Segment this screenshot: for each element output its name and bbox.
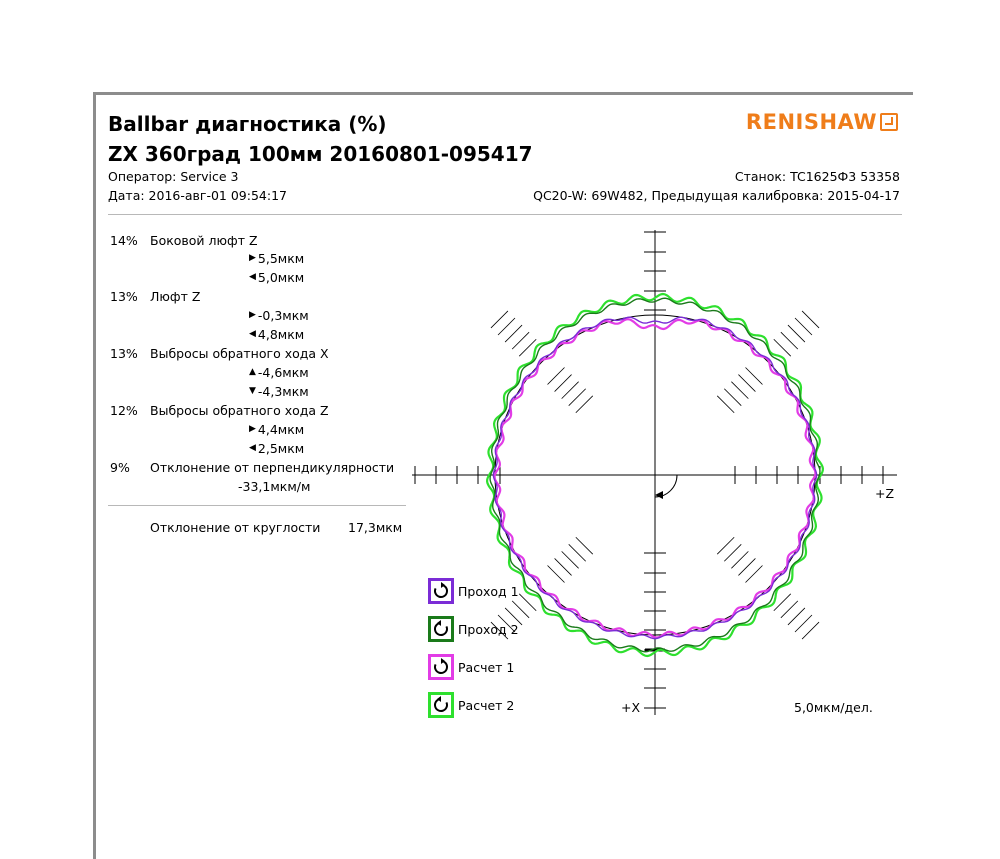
hatch-mark <box>717 396 734 413</box>
diagnostic-label: Отклонение от перпендикулярности <box>150 460 395 475</box>
legend-item-calc2[interactable] <box>428 692 514 718</box>
hatch-mark <box>746 368 763 385</box>
hatch-mark <box>576 537 593 554</box>
hatch-mark <box>562 551 579 568</box>
axis-x-label: +X <box>621 700 641 715</box>
right-triangle-icon: ▶ <box>249 310 256 320</box>
hatch-mark <box>548 368 565 385</box>
legend-item-calc1[interactable] <box>428 654 514 680</box>
hatch-mark <box>746 566 763 583</box>
legend-item-run1[interactable] <box>428 578 519 604</box>
right-triangle-icon: ▶ <box>249 424 256 434</box>
hatch-mark <box>724 544 741 561</box>
hatch-mark <box>731 551 748 568</box>
left-triangle-icon: ◀ <box>249 329 256 339</box>
diagnostic-label: Боковой люфт Z <box>150 233 258 248</box>
legend-label: Проход 2 <box>458 621 519 637</box>
hatch-mark <box>781 601 798 618</box>
right-triangle-icon: ▶ <box>249 253 256 263</box>
hatch-mark <box>724 389 741 406</box>
diagnostic-value: 4,4мкм <box>257 422 305 437</box>
diagnostic-value: 5,0мкм <box>257 270 305 285</box>
hatch-mark <box>548 566 565 583</box>
diagnostic-percent: 12% <box>110 403 138 418</box>
legend-label: Расчет 2 <box>458 697 515 713</box>
hatch-mark <box>576 396 593 413</box>
report-subtitle: ZX 360град 100мм 20160801-095417 <box>108 142 533 166</box>
calibration-info: QC20-W: 69W482, Предыдущая калибровка: 2015-04-17 <box>533 188 900 203</box>
axis-z-label: +Z <box>875 486 895 501</box>
squareness-arrow-icon <box>655 491 663 499</box>
hatch-mark <box>555 558 572 575</box>
hatch-mark <box>498 318 515 335</box>
diagnostic-percent: 14% <box>110 233 138 248</box>
diagnostic-value: -4,6мкм <box>257 365 309 380</box>
hatch-mark <box>555 375 572 392</box>
scale-label: 5,0мкм/дел. <box>794 700 873 715</box>
hatch-mark <box>562 382 579 399</box>
hatch-mark <box>505 325 522 342</box>
operator-info: Оператор: Service 3 <box>108 169 239 184</box>
diagnostic-value: 5,5мкм <box>257 251 305 266</box>
hatch-mark <box>802 622 819 639</box>
diagnostic-value: 2,5мкм <box>257 441 305 456</box>
hatch-mark <box>738 558 755 575</box>
diagnostic-value: -4,3мкм <box>257 384 309 399</box>
hatch-mark <box>717 537 734 554</box>
diagnostic-label: Выбросы обратного хода X <box>150 346 329 361</box>
counterclockwise-arrow-icon <box>428 616 454 642</box>
logo-text: RENISHAW <box>745 110 877 134</box>
hatch-mark <box>738 375 755 392</box>
hatch-mark <box>774 339 791 356</box>
diagnostic-percent: 9% <box>110 460 130 475</box>
machine-info: Станок: TC1625Ф3 53358 <box>734 169 900 184</box>
report-title: Ballbar диагностика (%) <box>108 112 387 136</box>
roundness-value: 17,3мкм <box>348 520 403 535</box>
hatch-mark <box>795 318 812 335</box>
clockwise-arrow-icon <box>428 654 454 680</box>
diagnostic-percent: 13% <box>110 346 138 361</box>
hatch-mark <box>731 382 748 399</box>
diagnostic-label: Люфт Z <box>150 289 201 304</box>
hatch-mark <box>802 311 819 328</box>
hatch-mark <box>795 615 812 632</box>
down-triangle-icon: ▼ <box>249 386 256 396</box>
left-triangle-icon: ◀ <box>249 272 256 282</box>
up-triangle-icon: ▲ <box>249 367 256 377</box>
plot-axes <box>412 230 897 715</box>
hatch-mark <box>512 332 529 349</box>
hatch-mark <box>569 389 586 406</box>
counterclockwise-arrow-icon <box>428 692 454 718</box>
legend-label: Проход 1 <box>458 583 519 599</box>
hatch-mark <box>519 594 536 611</box>
diagnostic-value: -33,1мкм/м <box>238 479 311 494</box>
diagnostic-label: Выбросы обратного хода Z <box>150 403 329 418</box>
roundness-label: Отклонение от круглости <box>150 520 321 535</box>
legend-label: Расчет 1 <box>458 659 515 675</box>
hatch-mark <box>788 608 805 625</box>
legend-item-run2[interactable] <box>428 616 519 642</box>
hatch-mark <box>781 332 798 349</box>
clockwise-arrow-icon <box>428 578 454 604</box>
left-triangle-icon: ◀ <box>249 443 256 453</box>
hatch-mark <box>569 544 586 561</box>
hatch-mark <box>491 311 508 328</box>
hatch-mark <box>788 325 805 342</box>
date-info: Дата: 2016-авг-01 09:54:17 <box>108 188 287 203</box>
diagnostic-percent: 13% <box>110 289 138 304</box>
diagnostic-value: 4,8мкм <box>257 327 305 342</box>
diagnostic-value: -0,3мкм <box>257 308 309 323</box>
